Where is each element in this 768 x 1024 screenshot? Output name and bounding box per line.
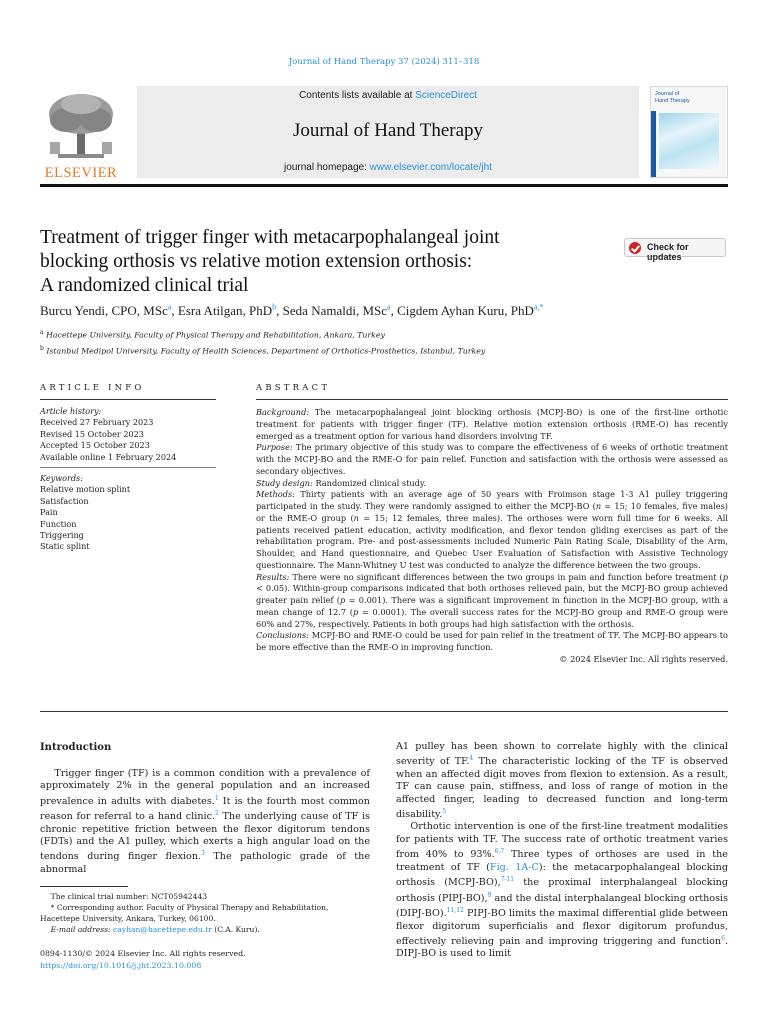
citation-link[interactable]: 9: [487, 891, 492, 899]
check-updates-icon: [629, 242, 641, 254]
keywords-label: Keywords:: [40, 473, 83, 483]
affiliation: $^b$ Istanbul Medipol University, Faculty of Health Sciences, Department of Orthotics-Prosthetics, Istanbul, Turkey: [40, 344, 486, 356]
bottom-info: [40, 948, 370, 972]
elsevier-logo[interactable]: [40, 90, 122, 182]
keyword: Relative motion splint: [40, 484, 131, 495]
affiliations: [40, 326, 730, 357]
elsevier-tree-icon: [44, 90, 118, 162]
sciencedirect-link[interactable]: ScienceDirect: [415, 90, 477, 101]
footnote-email: E-mail address: cayhan@hacettepe.edu.tr (C.A. Kuru).: [50, 925, 260, 934]
footnote-corresponding: * Corresponding author. Faculty of Physical Therapy and Rehabilitation, Hacettepe University, Ankara, Turkey, 06100.: [40, 903, 329, 923]
article-title-line1: Treatment of trigger finger with metacarpophalangeal joint: [40, 227, 500, 248]
article-title-line3: A randomized clinical trial: [40, 275, 249, 296]
abstract-heading: ABSTRACT: [256, 383, 331, 393]
running-head[interactable]: Journal of Hand Therapy 37 (2024) 311–318: [288, 57, 480, 67]
body-right-column: [396, 741, 728, 961]
cover-accent-bar: [651, 111, 656, 177]
citation-link[interactable]: 5: [442, 807, 447, 815]
issn-line: 0894-1130/© 2024 Elsevier Inc. All rights reserved.: [40, 949, 246, 958]
abstract-conclusions: Conclusions: MCPJ-BO and RME-O could be used for pain relief in the treatment of TF. The MCPJ-BO appears to be more effective than the RME-O in improving function.: [256, 630, 728, 652]
abstract-design: Study design: Randomized clinical study.: [256, 477, 427, 488]
journal-homepage-link[interactable]: www.elsevier.com/locate/jht: [369, 162, 492, 173]
author-affil-link[interactable]: b: [272, 303, 277, 312]
cover-title-line2: Hand Therapy: [655, 97, 690, 104]
footnotes: [40, 891, 370, 935]
author: Cigdem Ayhan Kuru, PhD$^{a,*}$: [397, 303, 544, 319]
abstract-body: [256, 407, 728, 666]
citation-link[interactable]: 4: [469, 755, 474, 763]
journal-cover-thumbnail[interactable]: [650, 86, 728, 178]
article-info-rule: [40, 399, 216, 400]
keyword: Satisfaction: [40, 495, 89, 506]
article-title-line2: blocking orthosis vs relative motion extension orthosis:: [40, 251, 473, 272]
author-affil-link[interactable]: a,*: [533, 303, 544, 312]
article-history-label: Article history:: [40, 406, 102, 416]
abstract-copyright: © 2024 Elsevier Inc. All rights reserved.: [559, 653, 728, 664]
footnote-trial: The clinical trial number: NCT05942443: [50, 892, 208, 901]
abstract-purpose: Purpose: The primary objective of this study was to compare the effectiveness of 6 weeks of orthotic treatment with the MCPJ-BO and the RME-O for pain relief. Function and satisfaction with the orthosis were assessed as secondary objectives.: [256, 442, 729, 476]
cover-image: [659, 113, 719, 169]
author: Esra Atilgan, PhD$^b$,: [177, 303, 283, 319]
elsevier-wordmark: ELSEVIER: [44, 165, 118, 181]
citation-link[interactable]: 6,7: [494, 848, 505, 856]
cover-title: [655, 91, 699, 109]
check-for-updates-button[interactable]: [624, 238, 726, 262]
journal-header-box: [137, 86, 639, 178]
history-item: Revised 15 October 2023: [40, 428, 144, 439]
author: Burcu Yendi, CPO, MSc$^a$,: [40, 303, 178, 319]
article-history: [40, 406, 216, 463]
history-item: Accepted 15 October 2023: [40, 440, 150, 451]
abstract-bottom-rule: [40, 711, 728, 712]
cover-title-line1: Journal of: [655, 91, 680, 97]
citation-link[interactable]: 11,12: [446, 907, 464, 915]
contents-line: [137, 90, 639, 101]
homepage-line: [137, 162, 639, 173]
body-paragraph: A1 pulley has been shown to correlate highly with the clinical severity of TF.$^4$ The characteristic locking of the TF is observed when an affected digit moves from flexion to extension. As a result, TF can cause pain, stiffness, and loss of range of motion in the affected finger, leading to decreased function and long-term disability.$^5$: [396, 741, 729, 821]
abstract-background: Background: The metacarpophalangeal joint blocking orthosis (MCPJ-BO) is one of the first-line orthotic treatment for patients with trigger finger (TF). Relative motion extension orthosis (RME-O) has recently emerged as a treatment option for various hand disorders involving TF.: [256, 407, 728, 441]
homepage-prefix: journal homepage:: [284, 162, 370, 173]
keyword: Static splint: [40, 541, 90, 552]
abstract-results: Results: There were no significant differences between the two groups in pain and function before treatment (p < 0.05). Within-group comparisons indicated that both orthoses relieved pain, but the MCPJ-BO group achieved greater pain relief (p = 0.001). There was a significant improvement in function in the MCPJ-BO group, with a mean change of 12.7 (p = 0.0001). The overall success rates for the MCPJ-BO group and RME-O group were 60% and 27%, respectively. Patients in both groups had high satisfaction with the orthosis.: [256, 571, 729, 629]
abstract-rule: [256, 399, 728, 400]
author-affil-link[interactable]: a: [387, 303, 391, 312]
keyword: Function: [40, 518, 77, 529]
citation-link[interactable]: 1: [214, 794, 219, 802]
body-paragraph: Orthotic intervention is one of the first-line treatment modalities for patients with TF. The success rate of orthotic treatment varies from 40% to 93%.$^{6,7}$ Three types of orthoses are used in the treatment of TF (Fig. 1A-C): the metacarpophalangeal blocking orthosis (MCPJ-BO),$^{7-11}$ the proximal interphalangeal blocking orthosis (PIPJ-BO),$^9$ and the distal interphalangeal blocking orthosis (DIPJ-BO).$^{11,12}$ PIPJ-BO limits the maximal differential glide between flexor digitorum superficialis and flexor digitorum profundus, effectively relieving pain and improving triggering and function$^6$. DIPJ-BO is used to limit: [396, 821, 728, 960]
author-list: [40, 303, 730, 319]
citation-link[interactable]: 3: [201, 850, 205, 858]
body-left-column: [40, 768, 370, 876]
keyword: Triggering: [40, 530, 84, 541]
article-title: [40, 226, 600, 298]
figure-link[interactable]: Fig. 1A-C: [489, 861, 539, 873]
check-updates-label: Check for updates: [647, 242, 689, 262]
citation-link[interactable]: 6: [721, 934, 725, 942]
masthead: [40, 86, 728, 186]
keywords-rule: [40, 467, 216, 468]
citation-link[interactable]: 2: [215, 810, 219, 818]
body-paragraph: Trigger finger (TF) is a common condition with a prevalence of approximately 2% in the general population and an increased prevalence in adults with diabetes.$^1$ It is the fourth most common reason for referral to a hand clinic.$^2$ The underlying cause of TF is chronic repetitive friction between the flexor digitorum tendons (FDTs) and the A1 pulley, which exerts a high angular load on the tendons during finger flexion.$^3$ The pathologic grade of the abnormal: [40, 768, 370, 875]
article-info-heading: ARTICLE INFO: [40, 383, 145, 393]
keyword: Pain: [40, 507, 58, 518]
affiliation: $^a$ Hacettepe University, Faculty of Physical Therapy and Rehabilitation, Ankara, Turkey: [40, 329, 385, 340]
history-item: Received 27 February 2023: [40, 417, 154, 428]
contents-prefix: Contents lists available at: [299, 90, 416, 101]
keywords: [40, 473, 216, 553]
doi-link[interactable]: https://doi.org/10.1016/j.jht.2023.10.008: [40, 961, 202, 970]
author-email-link[interactable]: cayhan@hacettepe.edu.tr: [113, 925, 212, 934]
history-item: Available online 1 February 2024: [40, 451, 177, 462]
introduction-heading: Introduction: [40, 742, 112, 753]
masthead-rule: [40, 184, 728, 187]
abstract-methods: Methods: Thirty patients with an average age of 50 years with Froimson stage 1-3 A1 pulley triggering participated in the study. They were randomly assigned to either the MCPJ-BO (n = 15; 10 females, five males) or the RME-O group (n = 15; 12 females, three males). The orthoses were worn full time for 6 weeks. All patients received patient education, activity modification, and flexor tendon gliding exercises as part of the rehabilitation program. Pre- and post-assessments included Numeric Pain Rating Scale, Disability of the Arm, Shoulder, and Hand questionnaire, and Quebec User Evaluation of Satisfaction with Assistive Technology questionnaire. The Mann-Whitney U test was conducted to analyze the difference between the two groups.: [256, 489, 728, 570]
author-affil-link[interactable]: a: [167, 303, 172, 312]
citation-link[interactable]: 7-11: [500, 876, 515, 883]
footnote-mark: *: [50, 903, 55, 912]
journal-title: Journal of Hand Therapy: [292, 120, 484, 141]
author: Seda Namaldi, MSc$^a$,: [282, 303, 398, 319]
footnote-rule: [40, 886, 128, 887]
